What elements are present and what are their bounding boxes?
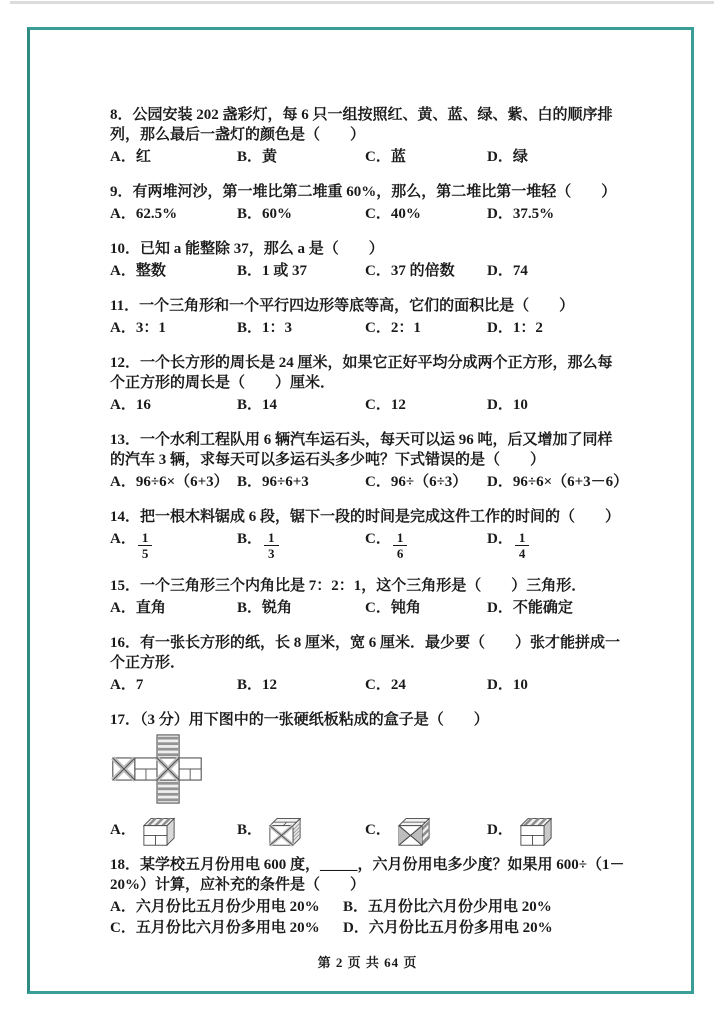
question-18-option-a: A．六月份比五月份少用电 20% <box>110 899 320 915</box>
question-15-option-a: A．直角 <box>110 600 166 616</box>
question-9-text: 9．有两堆河沙，第一堆比第二堆重 60%，那么，第二堆比第一堆轻（ ） <box>110 184 617 200</box>
question-11 <box>110 296 625 338</box>
question-9-option-d: D．37.5% <box>487 206 555 222</box>
question-17-option-d <box>487 813 625 847</box>
question-15-options <box>110 598 625 618</box>
option-label: D． <box>487 822 513 838</box>
question-14 <box>110 507 625 561</box>
question-17 <box>110 710 625 847</box>
question-16-option-b: B．12 <box>237 677 278 693</box>
question-11-option-a: A．3：1 <box>110 320 166 336</box>
option-label: C． <box>365 822 391 838</box>
question-13-option-a: A．96÷6×（6+3） <box>110 474 229 490</box>
question-18-option-d: D．六月份比五月份多用电 20% <box>343 920 553 936</box>
question-18-option-c: C．五月份比六月份多用电 20% <box>110 920 320 936</box>
question-8-option-d: D．绿 <box>487 149 528 165</box>
question-9 <box>110 182 625 224</box>
question-8 <box>110 105 625 167</box>
question-9-option-c: C．40% <box>365 206 421 222</box>
question-8-option-c: C．蓝 <box>365 149 406 165</box>
question-9-options <box>110 204 625 224</box>
question-12-option-d: D．10 <box>487 397 528 413</box>
fraction: $\frac{1}{6}$ <box>393 530 408 561</box>
question-16 <box>110 633 625 695</box>
question-11-option-d: D．1：2 <box>487 320 543 336</box>
question-16-option-d: D．10 <box>487 677 528 693</box>
question-8-option-b: B．黄 <box>237 149 278 165</box>
question-14-option-b <box>237 529 365 561</box>
question-16-options <box>110 675 625 695</box>
question-15-option-c: C．钝角 <box>365 600 421 616</box>
cube-d-icon <box>518 815 554 847</box>
question-10-option-a: A．整数 <box>110 263 166 279</box>
question-10-options <box>110 261 625 281</box>
question-16-option-c: C．24 <box>365 677 406 693</box>
question-12-option-a: A．16 <box>110 397 151 413</box>
question-14-options <box>110 529 625 561</box>
page-top-edge <box>10 1 714 4</box>
exam-content <box>30 30 691 973</box>
question-15-text: 15．一个三角形三个内角比是 7：2：1，这个三角形是（ ）三角形． <box>110 578 587 594</box>
question-10-option-d: D．74 <box>487 263 528 279</box>
exam-page <box>27 27 694 994</box>
question-10-text: 10．已知 a 能整除 37，那么 a 是（ ） <box>110 241 384 257</box>
fraction: $\frac{1}{4}$ <box>515 530 530 561</box>
option-label: B． <box>237 822 263 838</box>
page-footer: 第 2 页 共 64 页 <box>317 955 418 970</box>
fraction: $\frac{1}{3}$ <box>264 530 279 561</box>
question-8-text: 8．公园安装 202 盏彩灯，每 6 只一组按照红、黄、蓝、绿、紫、白的顺序排列，那么最后一盏灯的颜色是（ ） <box>110 107 613 143</box>
question-10 <box>110 239 625 281</box>
question-18-text: 18．某学校五月份用电 600 度，_____，六月份用电多少度？如果用 600÷（1－20%）计算，应补充的条件是（ ） <box>110 857 625 893</box>
question-9-option-b: B．60% <box>237 206 293 222</box>
question-12-options <box>110 395 625 415</box>
option-label: D． <box>487 531 513 547</box>
question-13-option-b: B．96÷6+3 <box>237 474 309 490</box>
question-14-option-d <box>487 529 625 561</box>
question-18-option-b: B．五月份比六月份少用电 20% <box>343 899 552 915</box>
question-11-option-c: C．2：1 <box>365 320 421 336</box>
question-10-option-b: B．1 或 37 <box>237 263 308 279</box>
question-16-text: 16．有一张长方形的纸，长 8 厘米，宽 6 厘米．最少要（ ）张才能拼成一个正方形． <box>110 635 621 671</box>
question-17-text: 17．（3 分）用下图中的一张硬纸板粘成的盒子是（ ） <box>110 712 489 728</box>
option-label: A． <box>110 822 136 838</box>
fraction: $\frac{1}{5}$ <box>138 530 153 561</box>
question-11-options <box>110 318 625 338</box>
question-12-option-b: B．14 <box>237 397 278 413</box>
question-13-option-d: D．96÷6×（6+3－6） <box>487 474 629 490</box>
box-net-icon <box>110 734 204 804</box>
question-14-option-c <box>365 529 487 561</box>
question-15-option-d: D．不能确定 <box>487 600 573 616</box>
box-net-figure <box>110 734 625 810</box>
question-11-text: 11．一个三角形和一个平行四边形等底等高，它们的面积比是（ ） <box>110 298 575 314</box>
question-17-option-b <box>237 813 365 847</box>
question-17-options <box>110 813 625 847</box>
question-18-options <box>110 897 625 938</box>
question-8-option-a: A．红 <box>110 149 151 165</box>
question-8-options <box>110 147 625 167</box>
question-17-option-c <box>365 813 487 847</box>
option-label: A． <box>110 531 136 547</box>
question-13 <box>110 430 629 492</box>
question-15 <box>110 576 625 618</box>
question-17-option-a <box>110 813 237 847</box>
question-16-option-a: A．7 <box>110 677 144 693</box>
question-9-option-a: A．62.5% <box>110 206 178 222</box>
question-12-option-c: C．12 <box>365 397 406 413</box>
question-13-option-c: C．96÷（6÷3） <box>365 474 468 490</box>
cube-a-icon <box>141 815 177 847</box>
option-label: C． <box>365 531 391 547</box>
question-14-option-a <box>110 529 237 561</box>
question-12 <box>110 353 625 415</box>
question-13-options <box>110 472 629 492</box>
option-label: B． <box>237 531 263 547</box>
question-13-text: 13．一个水利工程队用 6 辆汽车运石头，每天可以运 96 吨，后又增加了同样的汽车 3 辆，求每天可以多运石头多少吨？下式错误的是（ ） <box>110 432 613 468</box>
question-14-text: 14．把一根木料锯成 6 段，锯下一段的时间是完成这件工作的时间的（ ） <box>110 509 621 525</box>
question-10-option-c: C．37 的倍数 <box>365 263 455 279</box>
question-15-option-b: B．锐角 <box>237 600 293 616</box>
question-12-text: 12．一个长方形的周长是 24 厘米，如果它正好平均分成两个正方形，那么每个正方形的周长是（ ）厘米． <box>110 355 613 391</box>
question-11-option-b: B．1：3 <box>237 320 293 336</box>
cube-c-icon <box>396 815 432 847</box>
cube-b-icon <box>267 815 303 847</box>
question-18 <box>110 855 625 938</box>
